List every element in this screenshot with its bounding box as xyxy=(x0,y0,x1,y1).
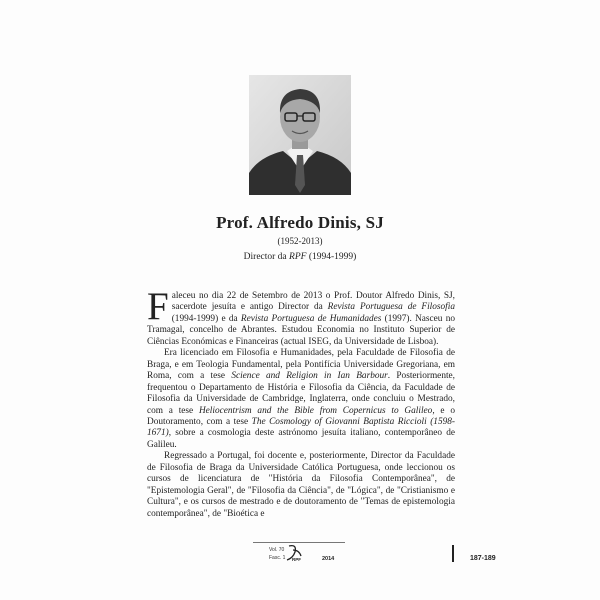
italic-title: The Cosmology of Giovanni Baptista Riccioli (1598-1671) xyxy=(147,416,456,439)
portrait-photo xyxy=(249,75,351,195)
paragraph-1 xyxy=(147,285,455,348)
italic-title: Heliocentrism and the Bible from Copernicus to Galileo xyxy=(198,405,433,416)
drop-cap: F xyxy=(147,285,169,328)
text-run: aleceu no dia 22 de Setembro de 2013 o Prof. Doutor Alfredo Dinis, SJ, sacerdote jesuíta e antigo Director da xyxy=(171,291,455,313)
logo-text: RPF xyxy=(292,557,301,562)
life-years: (1952-2013) xyxy=(277,236,323,246)
text-run: . Posteriormente, frequentou o Departamento de História e Filosofia da Ciência, da Faculdade de Filosofia da Universidade de Cambridge, Inglaterra, onde concluiu o Mestrado, com a tese xyxy=(147,371,455,416)
role-line xyxy=(0,252,600,262)
page-range-marker xyxy=(452,545,454,562)
page-range: 187-189 xyxy=(470,555,496,562)
fascicle-label: Fasc. 1 xyxy=(269,555,286,561)
italic-title: Revista Portuguesa de Humanidades xyxy=(240,313,382,324)
role-prefix: Director da xyxy=(243,252,290,262)
publication-year: 2014 xyxy=(322,556,335,562)
role-suffix: (1994-1999) xyxy=(306,252,357,262)
footer-divider xyxy=(253,542,345,543)
paragraph-3 xyxy=(147,451,455,520)
text-run: , sobre a cosmologia deste astrónomo jesuíta italiano, contemporâneo de Galileu. xyxy=(147,428,455,450)
role-journal: RPF xyxy=(289,252,307,262)
italic-title: Science and Religion in Ian Barbour xyxy=(231,371,388,382)
volume-label: Vol. 70 xyxy=(269,547,285,553)
text-run: (1997). Nasceu no Tramagal, concelho de Abrantes. Estudou Economia no Instituto Superior de Ciências Económicas e Financeiras (actual ISEG, da Universidade de Lisboa). xyxy=(147,313,455,347)
text-run: Regressado a Portugal, foi docente e, posteriormente, Director da Faculdade de Filosofia de Braga da Universidade Católica Portuguesa, onde leccionou os cursos de licenciatura de "História da Filosofia Contemporânea", de "Epistemologia Geral", de "Filosofia da Ciência", de "Lógica", de "Cristianismo e Cultura", e os cursos de mestrado e de doutoramento de "Temas de epistemologia contemporânea", de "Bioética e xyxy=(147,451,455,519)
text-run: Era licenciado em Filosofia e Humanidades, pela Faculdade de Filosofia de Braga, e em Teologia Fundamental, pela Pontifícia Universidade Gregoriana, em Roma, com a tese xyxy=(147,348,455,382)
text-run: , e o Doutoramento, com a tese xyxy=(147,405,455,427)
paragraph-2 xyxy=(147,348,455,451)
obituary-body xyxy=(147,285,456,520)
obituary-name: Prof. Alfredo Dinis, SJ xyxy=(216,213,384,232)
italic-title: Revista Portuguesa de Filosofia xyxy=(327,302,455,313)
text-run: (1994-1999) e da xyxy=(171,313,241,324)
